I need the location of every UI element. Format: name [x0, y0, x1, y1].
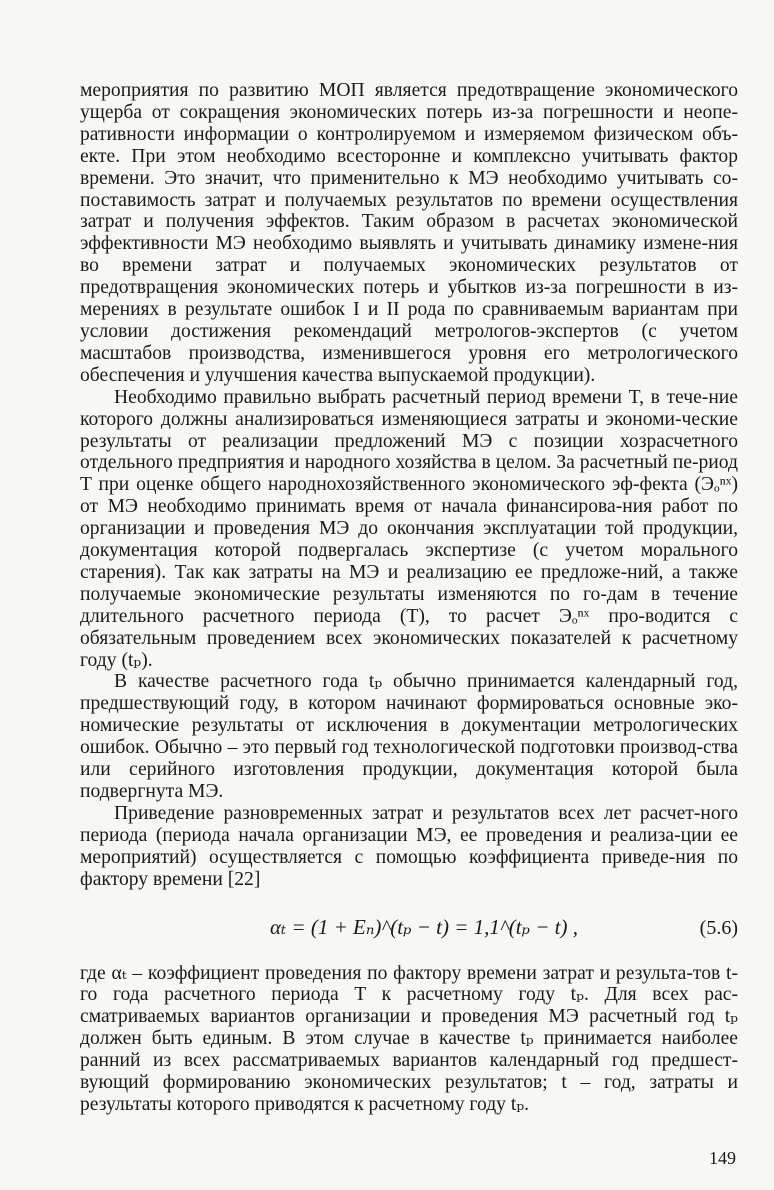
formula-row: [80, 903, 738, 959]
formula: αₜ = (1 + Eₙ)^(tₚ − t) = 1,1^(tₚ − t) ,: [270, 914, 578, 939]
paragraph-4: Приведение разновременных затрат и результатов всех лет расчет-ного периода (периода начала организации МЭ, ее проведения и реализа-ции ее мероприятий) осуществляется с помощью коэффициента приведе-ния по фактору времени [22]: [80, 802, 738, 890]
paragraph-2: Необходимо правильно выбрать расчетный период времени T, в тече-ние которого должны анализироваться изменяющиеся затраты и экономи-ческие результаты от реализации предложений МЭ с позиции хозрасчетного отдельного предприятия и народного хозяйства в целом. За расчетный пе-риод T при оценке общего народнохозяйственного экономического эф-фекта (Эₒⁿˣ) от МЭ необходимо принимать время от начала финансирова-ния работ по организации и проведения МЭ до окончания эксплуатации той продукции, документация которой подвергалась экспертизе (с учетом морального старения). Так как затраты на МЭ и реализацию ее предложе-ний, а также получаемые экономические результаты изменяются по го-дам в течение длительного расчетного периода (T), то расчет Эₒⁿˣ про-водится с обязательным проведением всех экономических показателей к расчетному году (tₚ).: [80, 386, 738, 671]
page-number: 149: [709, 1148, 736, 1168]
equation-number: (5.6): [699, 916, 738, 939]
paragraph-3: В качестве расчетного года tₚ обычно принимается календарный год, предшествующий году, в котором начинают формироваться основные эко-номические результаты от исключения в документации метрологических ошибок. Обычно – это первый год технологической подготовки производ-ства или серийного изготовления продукции, документация которой была подвергнута МЭ.: [80, 671, 738, 802]
paragraph-5: где αₜ – коэффициент проведения по фактору времени затрат и результа-тов t-го года расчетного периода T к расчетному году tₚ. Для всех рас-сматриваемых вариантов организации и проведения МЭ расчетный год tₚ должен быть единым. В этом случае в качестве tₚ принимается наиболее ранний из всех рассматриваемых вариантов календарный год предшест-вующий формированию экономических результатов; t – год, затраты и результаты которого приводятся к расчетному году tₚ.: [80, 962, 738, 1115]
paragraph-1: мероприятия по развитию МОП является предотвращение экономического ущерба от сокращения экономических потерь из-за погрешности и неопе-ративности информации о контролируемом и измеряемом физическом объ-екте. При этом необходимо всесторонне и комплексно учитывать фактор времени. Это значит, что применительно к МЭ необходимо учитывать со-поставимость затрат и получаемых результатов по времени осуществления затрат и получения эффектов. Таким образом в расчетах экономической эффективности МЭ необходимо выявлять и учитывать динамику измене-ния во времени затрат и получаемых экономических результатов от предотвращения экономических потерь и убытков из-за погрешности в из-мерениях в результате ошибок I и II рода по сравниваемым вариантам при условии достижения рекомендаций метрологов-экспертов (с учетом масштабов производства, изменившегося уровня его метрологического обеспечения и улучшения качества выпускаемой продукции).: [80, 80, 738, 386]
